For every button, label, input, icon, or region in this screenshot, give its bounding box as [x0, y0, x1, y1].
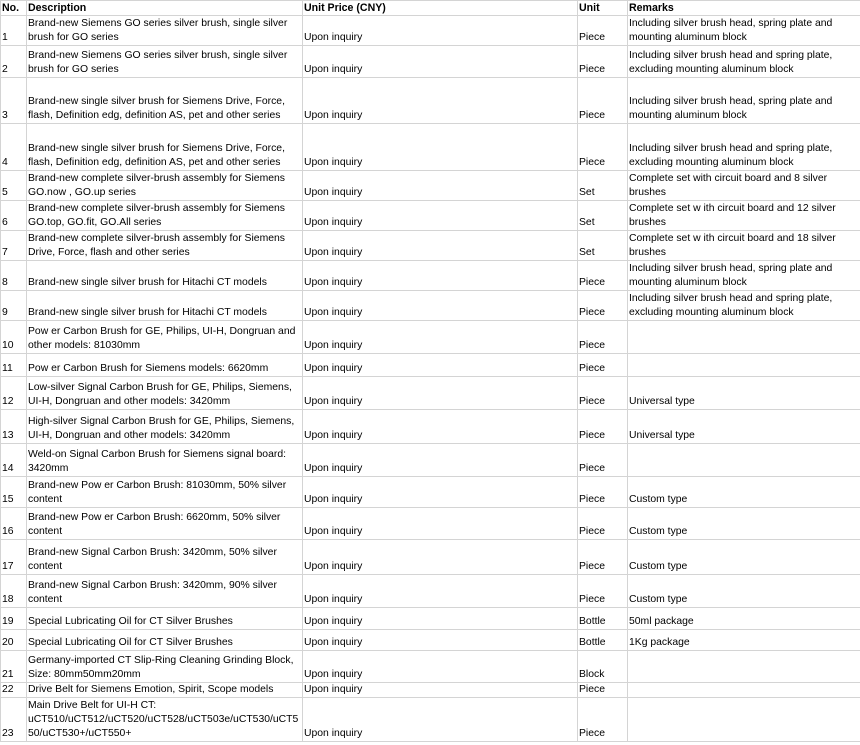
- cell-description: Brand-new complete silver-brush assembly for Siemens Drive, Force, flash and other series: [27, 231, 303, 261]
- cell-no: 19: [1, 608, 27, 630]
- cell-description: Special Lubricating Oil for CT Silver Brushes: [27, 630, 303, 651]
- cell-unit: Piece: [578, 540, 628, 575]
- cell-unit: Piece: [578, 16, 628, 46]
- table-row: [1, 231, 860, 261]
- cell-description: Brand-new single silver brush for Siemens Drive, Force, flash, Definition edg, definition AS, pet and other series: [27, 124, 303, 171]
- cell-unit: Piece: [578, 477, 628, 508]
- cell-price: Upon inquiry: [303, 291, 578, 321]
- cell-no: 8: [1, 261, 27, 291]
- cell-no: 11: [1, 354, 27, 377]
- cell-remarks: Custom type: [628, 508, 860, 540]
- cell-price: Upon inquiry: [303, 444, 578, 477]
- header-row: [1, 1, 860, 16]
- cell-description: Low-silver Signal Carbon Brush for GE, Philips, Siemens, UI-H, Dongruan and other models: 3420mm: [27, 377, 303, 410]
- cell-remarks: Including silver brush head, spring plate and mounting aluminum block: [628, 78, 860, 124]
- cell-unit: Piece: [578, 444, 628, 477]
- cell-unit: Piece: [578, 124, 628, 171]
- cell-price: Upon inquiry: [303, 231, 578, 261]
- cell-unit: Piece: [578, 354, 628, 377]
- cell-remarks: Complete set with circuit board and 8 silver brushes: [628, 171, 860, 201]
- cell-no: 21: [1, 651, 27, 683]
- cell-unit: Set: [578, 171, 628, 201]
- cell-description: Brand-new single silver brush for Hitachi CT models: [27, 291, 303, 321]
- table-row: [1, 78, 860, 124]
- cell-description: Pow er Carbon Brush for GE, Philips, UI-H, Dongruan and other models: 81030mm: [27, 321, 303, 354]
- cell-remarks: Including silver brush head and spring plate, excluding mounting aluminum block: [628, 46, 860, 78]
- cell-price: Upon inquiry: [303, 171, 578, 201]
- cell-no: 23: [1, 698, 27, 742]
- cell-description: Brand-new Siemens GO series silver brush, single silver brush for GO series: [27, 46, 303, 78]
- cell-no: 1: [1, 16, 27, 46]
- cell-remarks: Including silver brush head, spring plate and mounting aluminum block: [628, 261, 860, 291]
- table-row: [1, 124, 860, 171]
- cell-unit: Bottle: [578, 608, 628, 630]
- cell-no: 14: [1, 444, 27, 477]
- cell-price: Upon inquiry: [303, 201, 578, 231]
- cell-no: 13: [1, 410, 27, 444]
- cell-no: 15: [1, 477, 27, 508]
- table-row: [1, 291, 860, 321]
- table-row: [1, 171, 860, 201]
- cell-unit: Piece: [578, 575, 628, 608]
- cell-remarks: [628, 683, 860, 698]
- table-row: [1, 477, 860, 508]
- cell-price: Upon inquiry: [303, 683, 578, 698]
- cell-no: 7: [1, 231, 27, 261]
- cell-description: Brand-new Pow er Carbon Brush: 6620mm, 50% silver content: [27, 508, 303, 540]
- cell-unit: Piece: [578, 78, 628, 124]
- cell-remarks: Custom type: [628, 540, 860, 575]
- cell-description: Weld-on Signal Carbon Brush for Siemens signal board: 3420mm: [27, 444, 303, 477]
- cell-price: Upon inquiry: [303, 575, 578, 608]
- cell-no: 4: [1, 124, 27, 171]
- table-row: [1, 46, 860, 78]
- table-row: [1, 377, 860, 410]
- cell-price: Upon inquiry: [303, 608, 578, 630]
- cell-remarks: 50ml package: [628, 608, 860, 630]
- cell-no: 2: [1, 46, 27, 78]
- cell-remarks: Universal type: [628, 410, 860, 444]
- header-description: Description: [27, 1, 303, 16]
- table-row: [1, 354, 860, 377]
- table-row: [1, 608, 860, 630]
- cell-price: Upon inquiry: [303, 410, 578, 444]
- cell-remarks: [628, 321, 860, 354]
- cell-description: Drive Belt for Siemens Emotion, Spirit, Scope models: [27, 683, 303, 698]
- cell-price: Upon inquiry: [303, 630, 578, 651]
- cell-price: Upon inquiry: [303, 651, 578, 683]
- cell-price: Upon inquiry: [303, 698, 578, 742]
- table-row: [1, 201, 860, 231]
- cell-description: Main Drive Belt for UI-H CT: uCT510/uCT512/uCT520/uCT528/uCT503e/uCT530/uCT550/uCT530+/uCT550+: [27, 698, 303, 742]
- cell-price: Upon inquiry: [303, 16, 578, 46]
- table-row: [1, 698, 860, 742]
- cell-unit: Piece: [578, 321, 628, 354]
- cell-price: Upon inquiry: [303, 321, 578, 354]
- cell-unit: Piece: [578, 508, 628, 540]
- cell-no: 5: [1, 171, 27, 201]
- cell-description: Brand-new complete silver-brush assembly for Siemens GO.now , GO.up series: [27, 171, 303, 201]
- cell-description: Germany-imported CT Slip-Ring Cleaning Grinding Block, Size: 80mm50mm20mm: [27, 651, 303, 683]
- header-no: No.: [1, 1, 27, 16]
- cell-description: Pow er Carbon Brush for Siemens models: 6620mm: [27, 354, 303, 377]
- cell-unit: Piece: [578, 698, 628, 742]
- cell-price: Upon inquiry: [303, 354, 578, 377]
- cell-unit: Set: [578, 231, 628, 261]
- cell-remarks: [628, 651, 860, 683]
- header-unit-price: Unit Price (CNY): [303, 1, 578, 16]
- cell-no: 10: [1, 321, 27, 354]
- cell-remarks: [628, 354, 860, 377]
- cell-price: Upon inquiry: [303, 540, 578, 575]
- cell-no: 3: [1, 78, 27, 124]
- cell-remarks: Complete set w ith circuit board and 18 silver brushes: [628, 231, 860, 261]
- cell-unit: Piece: [578, 46, 628, 78]
- cell-remarks: Including silver brush head and spring plate, excluding mounting aluminum block: [628, 291, 860, 321]
- cell-description: Brand-new single silver brush for Siemens Drive, Force, flash, Definition edg, definition AS, pet and other series: [27, 78, 303, 124]
- cell-remarks: Including silver brush head and spring plate, excluding mounting aluminum block: [628, 124, 860, 171]
- cell-price: Upon inquiry: [303, 508, 578, 540]
- cell-unit: Piece: [578, 291, 628, 321]
- cell-no: 12: [1, 377, 27, 410]
- cell-price: Upon inquiry: [303, 261, 578, 291]
- cell-remarks: Universal type: [628, 377, 860, 410]
- cell-description: Special Lubricating Oil for CT Silver Brushes: [27, 608, 303, 630]
- cell-remarks: [628, 698, 860, 742]
- table-row: [1, 508, 860, 540]
- table-row: [1, 321, 860, 354]
- header-remarks: Remarks: [628, 1, 860, 16]
- cell-price: Upon inquiry: [303, 477, 578, 508]
- cell-remarks: Custom type: [628, 575, 860, 608]
- table-row: [1, 444, 860, 477]
- cell-unit: Block: [578, 651, 628, 683]
- table-row: [1, 16, 860, 46]
- cell-remarks: [628, 444, 860, 477]
- cell-no: 18: [1, 575, 27, 608]
- table-row: [1, 651, 860, 683]
- cell-description: Brand-new complete silver-brush assembly for Siemens GO.top, GO.fit, GO.All series: [27, 201, 303, 231]
- cell-no: 6: [1, 201, 27, 231]
- cell-no: 16: [1, 508, 27, 540]
- cell-unit: Set: [578, 201, 628, 231]
- cell-description: Brand-new Pow er Carbon Brush: 81030mm, 50% silver content: [27, 477, 303, 508]
- cell-remarks: 1Kg package: [628, 630, 860, 651]
- cell-remarks: Including silver brush head, spring plate and mounting aluminum block: [628, 16, 860, 46]
- cell-description: Brand-new single silver brush for Hitachi CT models: [27, 261, 303, 291]
- cell-unit: Piece: [578, 410, 628, 444]
- cell-no: 22: [1, 683, 27, 698]
- cell-unit: Bottle: [578, 630, 628, 651]
- table-row: [1, 630, 860, 651]
- cell-description: Brand-new Signal Carbon Brush: 3420mm, 90% silver content: [27, 575, 303, 608]
- header-unit: Unit: [578, 1, 628, 16]
- cell-no: 20: [1, 630, 27, 651]
- cell-remarks: Complete set w ith circuit board and 12 silver brushes: [628, 201, 860, 231]
- cell-description: Brand-new Siemens GO series silver brush, single silver brush for GO series: [27, 16, 303, 46]
- cell-no: 17: [1, 540, 27, 575]
- cell-unit: Piece: [578, 683, 628, 698]
- cell-price: Upon inquiry: [303, 377, 578, 410]
- cell-unit: Piece: [578, 261, 628, 291]
- table-row: [1, 410, 860, 444]
- table-row: [1, 575, 860, 608]
- cell-price: Upon inquiry: [303, 78, 578, 124]
- table-row: [1, 683, 860, 698]
- table-row: [1, 540, 860, 575]
- cell-description: High-silver Signal Carbon Brush for GE, Philips, Siemens, UI-H, Dongruan and other models: 3420mm: [27, 410, 303, 444]
- cell-description: Brand-new Signal Carbon Brush: 3420mm, 50% silver content: [27, 540, 303, 575]
- cell-no: 9: [1, 291, 27, 321]
- cell-unit: Piece: [578, 377, 628, 410]
- table-row: [1, 261, 860, 291]
- cell-remarks: Custom type: [628, 477, 860, 508]
- cell-price: Upon inquiry: [303, 46, 578, 78]
- cell-price: Upon inquiry: [303, 124, 578, 171]
